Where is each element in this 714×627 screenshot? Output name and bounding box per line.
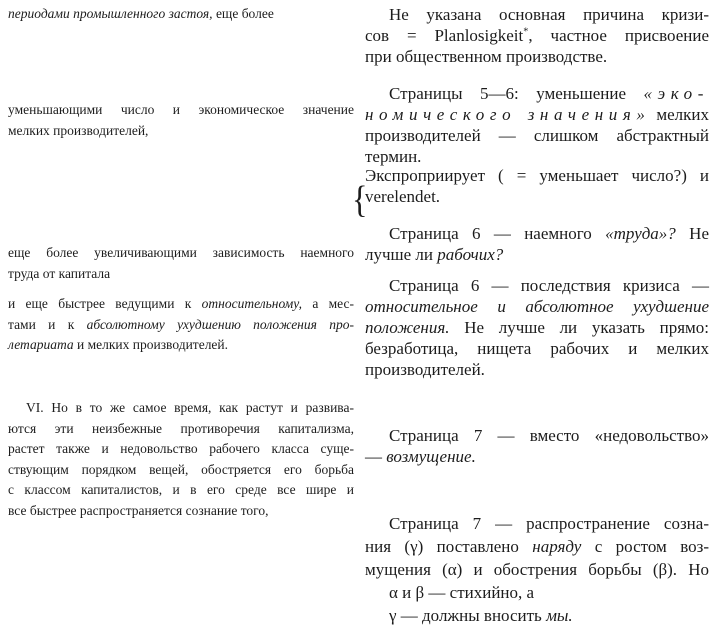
text-line [365, 275, 709, 296]
text-line [365, 338, 709, 359]
text-segment: а мес- [302, 296, 354, 311]
remark-block-4 [365, 223, 709, 265]
text-segment: VI. Но в то же самое время, как растут и развива- [26, 400, 354, 415]
text-segment: γ — должны вносить [389, 606, 547, 625]
right-column [365, 0, 709, 627]
text-segment: и еще быстрее ведущими к [8, 296, 202, 311]
emphasized-segment: абсолютному ухудшению положения про- [86, 316, 354, 332]
text-segment: производителей. [365, 360, 485, 379]
text-line [365, 359, 709, 380]
text-segment: мелких [650, 105, 709, 124]
emphasized-segment: мы. [546, 606, 573, 625]
text-segment: лучше ли [365, 245, 438, 264]
text-segment: термин. [365, 147, 422, 166]
text-line [8, 100, 354, 121]
text-line [365, 296, 709, 317]
excerpt-block-4 [8, 294, 354, 356]
text-segment: с классом капиталистов, и в его среде все шире и [8, 482, 354, 497]
text-line [365, 125, 709, 146]
text-line [365, 317, 709, 338]
text-segment: — [365, 447, 387, 466]
text-segment: ствующим порядком вещей, обостряется его борьба [8, 461, 354, 477]
text-segment: безработица, нищета рабочих и мелких [365, 339, 709, 358]
text-segment: α и β — стихийно, а [389, 583, 535, 602]
text-line [8, 501, 354, 522]
remark-block-1 [365, 4, 709, 67]
text-line [365, 25, 709, 46]
text-line [365, 535, 709, 558]
text-segment: Страница 7 — вместо «недовольство» [389, 426, 709, 445]
text-line [8, 480, 354, 501]
text-segment: Не лучше ли указать прямо: [449, 318, 709, 337]
emphasized-segment: рабочих? [437, 245, 504, 264]
emphasized-segment: наряду [532, 537, 582, 556]
text-line [8, 294, 354, 315]
text-line [365, 512, 709, 535]
text-line [8, 315, 354, 336]
text-segment: ния (γ) поставлено [365, 537, 533, 556]
remark-block-5 [365, 275, 709, 380]
text-segment: все быстрее распространяется сознание того, [8, 502, 269, 518]
emphasized-segment: периодами промышленного застоя, [8, 6, 213, 21]
text-segment: труда от капитала [8, 265, 111, 281]
text-segment: Страницы 5—6: уменьшение [389, 84, 644, 103]
text-line [8, 4, 354, 25]
excerpt-block-1 [8, 4, 354, 25]
text-line [365, 244, 709, 265]
text-line [365, 223, 709, 244]
text-line [8, 398, 354, 419]
emphasized-segment: относительное и абсолютное ухудшение [365, 297, 709, 316]
left-column [8, 0, 354, 627]
remark-block-3 [365, 165, 709, 207]
text-segment: verelendet. [365, 187, 441, 206]
text-segment: уменьшающими число и экономическое значение [8, 102, 354, 117]
emphasized-segment: «эко- [643, 84, 709, 103]
text-segment: с ростом воз- [581, 537, 709, 556]
text-segment: растет также и недовольство рабочего класса суще- [8, 441, 354, 456]
text-segment: Не указана основная причина кризи- [389, 5, 709, 24]
text-segment: Страница 7 — распространение созна- [389, 514, 709, 533]
text-segment: Страница 6 — последствия кризиса — [389, 276, 709, 295]
emphasized-segment: положения. [365, 318, 450, 337]
text-line [365, 4, 709, 25]
remark-block-7 [365, 512, 709, 627]
emphasized-segment: относительному, [201, 296, 302, 311]
text-line [365, 425, 709, 446]
remark-block-2 [365, 83, 709, 167]
text-segment: , частное присвоение [528, 26, 709, 45]
text-segment: ются эти неизбежные противоречия капитализма, [8, 420, 354, 436]
excerpt-block-2 [8, 100, 354, 141]
text-segment: мелких производителей, [8, 122, 149, 138]
text-segment: еще более увеличивающими зависимость наемного [8, 245, 354, 260]
text-segment: Не [675, 224, 709, 243]
text-line [8, 460, 354, 481]
excerpt-block-3 [8, 243, 354, 284]
emphasized-segment: возмущение. [386, 447, 476, 466]
excerpt-block-paragraph-vi [8, 398, 354, 521]
text-segment: еще более [212, 6, 274, 21]
emphasized-segment: летариата [8, 337, 74, 352]
text-line [365, 83, 709, 104]
text-segment: мущения (α) и обострения борьбы (β). Но [365, 560, 709, 579]
text-segment: при общественном производстве. [365, 47, 608, 66]
text-line [365, 446, 709, 467]
text-line [365, 604, 709, 627]
footnote-asterisk: * [523, 26, 529, 38]
text-line [365, 104, 709, 125]
emphasized-segment: номического значения» [365, 105, 651, 124]
text-line [365, 581, 709, 604]
text-line [8, 264, 354, 285]
text-segment: производителей — слишком абстрактный [365, 126, 709, 145]
text-line [365, 46, 709, 67]
text-segment: тами и к [8, 316, 87, 332]
text-segment: Страница 6 — наемного [389, 224, 606, 243]
text-line [8, 419, 354, 440]
text-line [365, 186, 709, 207]
text-line [365, 165, 709, 186]
text-segment: Экспроприирует ( = уменьшает число?) и [365, 166, 709, 185]
text-segment: сов = Planlosigkeit [365, 26, 524, 45]
text-segment: и мелких производителей. [73, 337, 229, 352]
text-line [8, 439, 354, 460]
text-line [8, 243, 354, 264]
emphasized-segment: «труда»? [605, 224, 676, 243]
opening-curly-brace: { [352, 179, 368, 221]
text-line [8, 335, 354, 356]
text-line [365, 146, 709, 167]
remark-block-6 [365, 425, 709, 467]
text-line [8, 121, 354, 142]
text-line [365, 558, 709, 581]
